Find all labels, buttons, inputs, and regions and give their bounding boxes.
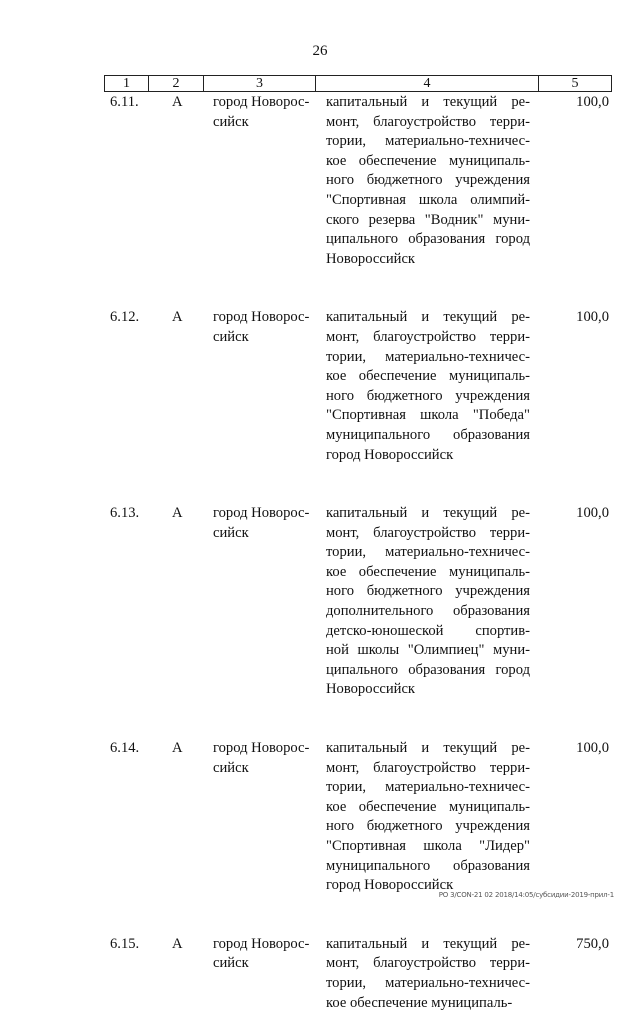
table-row: [0, 93, 640, 269]
row-number: 6.15.: [110, 935, 140, 952]
description-line: ного бюджетного учреждения: [326, 818, 530, 835]
description-line: дополнительного образования: [326, 603, 530, 620]
table-row: [0, 504, 640, 700]
description-line: Новороссийск: [326, 681, 416, 698]
row-place: [213, 93, 317, 132]
description-line: кое обеспечение муниципаль-: [326, 798, 530, 815]
row-place: [213, 308, 317, 347]
row-description: [326, 739, 530, 896]
place-line: город Новорос-: [213, 740, 310, 757]
description-line: кое обеспечение муниципаль-: [326, 368, 530, 385]
row-description: [326, 504, 530, 700]
description-line: детско-юношеской спортив-: [326, 622, 530, 639]
description-line: тории, материально-техничес-: [326, 544, 530, 561]
row-category: А: [172, 505, 183, 522]
row-category: А: [172, 935, 183, 952]
row-category: А: [172, 94, 183, 110]
row-category: А: [172, 309, 183, 326]
description-line: муниципального образования: [326, 857, 530, 874]
row-description: [326, 935, 530, 1013]
place-line: сийск: [213, 113, 249, 130]
description-line: город Новороссийск: [326, 877, 454, 894]
header-col-4: 4: [316, 76, 539, 91]
row-place: [213, 739, 317, 778]
table-row: [0, 308, 640, 465]
row-category: А: [172, 740, 183, 757]
description-line: ципального образования город: [326, 661, 530, 678]
description-line: "Спортивная школа "Победа": [326, 407, 530, 424]
row-place: [213, 935, 317, 974]
place-line: сийск: [213, 759, 249, 776]
description-line: тории, материально-техничес-: [326, 133, 530, 150]
footer-code: PO 3/CON-21 02 2018/14:05/субсидии-2019-прил-1: [438, 891, 614, 899]
description-line: ципального образования город: [326, 231, 530, 248]
row-amount: 100,0: [576, 309, 609, 326]
place-line: сийск: [213, 328, 249, 345]
table-body: [0, 93, 640, 1013]
table-row: [0, 935, 640, 1013]
table-row: [0, 739, 640, 896]
description-line: капитальный и текущий ре-: [326, 740, 530, 757]
header-col-5: 5: [571, 76, 579, 91]
row-amount: 100,0: [576, 94, 609, 110]
description-line: кое обеспечение муниципаль-: [326, 152, 530, 169]
description-line: монт, благоустройство терри-: [326, 955, 530, 972]
description-line: "Спортивная школа "Лидер": [326, 838, 530, 854]
description-line: город Новороссийск: [326, 446, 454, 463]
description-line: "Спортивная школа олимпий-: [326, 191, 530, 208]
place-line: город Новорос-: [213, 309, 310, 326]
row-number: 6.13.: [110, 505, 140, 522]
description-line: ского резерва "Водник" муни-: [326, 211, 530, 228]
row-number: 6.12.: [110, 309, 140, 326]
row-place: [213, 504, 317, 543]
row-amount: 100,0: [576, 740, 609, 757]
description-line: капитальный и текущий ре-: [326, 505, 530, 522]
place-line: город Новорос-: [213, 505, 310, 522]
description-line: тории, материально-техничес-: [326, 974, 530, 991]
description-line: капитальный и текущий ре-: [326, 935, 530, 952]
description-line: капитальный и текущий ре-: [326, 309, 530, 326]
row-number: 6.11.: [110, 94, 139, 110]
description-line: ного бюджетного учреждения: [326, 583, 530, 600]
row-amount: 750,0: [576, 935, 609, 952]
header-col-2: 2: [149, 76, 204, 91]
description-line: кое обеспечение муниципаль-: [326, 563, 530, 580]
row-description: [326, 93, 530, 269]
description-line: ной школы "Олимпиец" муни-: [326, 642, 530, 659]
row-amount: 100,0: [576, 505, 609, 522]
description-line: монт, благоустройство терри-: [326, 759, 530, 776]
description-line: тории, материально-техничес-: [326, 779, 530, 796]
description-line: муниципального образования: [326, 426, 530, 443]
header-col-3: 3: [204, 76, 316, 91]
description-line: кое обеспечение муниципаль-: [326, 994, 513, 1011]
header-col-1: 1: [105, 76, 149, 91]
description-line: Новороссийск: [326, 250, 416, 267]
description-line: монт, благоустройство терри-: [326, 328, 530, 345]
row-description: [326, 308, 530, 465]
place-line: город Новорос-: [213, 94, 310, 110]
description-line: ного бюджетного учреждения: [326, 387, 530, 404]
description-line: тории, материально-техничес-: [326, 348, 530, 365]
row-number: 6.14.: [110, 740, 140, 757]
description-line: монт, благоустройство терри-: [326, 113, 530, 130]
description-line: монт, благоустройство терри-: [326, 524, 530, 541]
place-line: сийск: [213, 524, 249, 541]
table-header: [104, 75, 612, 92]
place-line: город Новорос-: [213, 935, 310, 952]
description-line: ного бюджетного учреждения: [326, 172, 530, 189]
place-line: сийск: [213, 955, 249, 972]
description-line: капитальный и текущий ре-: [326, 94, 530, 110]
page-number: 26: [312, 43, 328, 59]
